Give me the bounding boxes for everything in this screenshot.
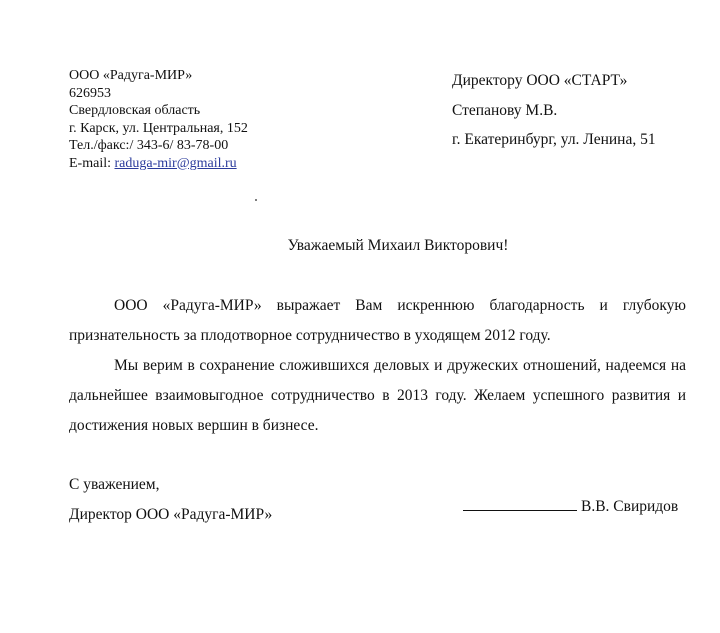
letter-paragraph-2: Мы верим в сохранение сложившихся деловых и дружеских отношений, надеемся на дальнейшее взаимовыгодное сотрудничество в 2013 году. Желаем успешного развития и достижения новых вершин в бизнесе. bbox=[69, 357, 686, 434]
recipient-position: Директору ООО «СТАРТ» bbox=[452, 72, 628, 89]
signature-block bbox=[463, 497, 678, 517]
sender-email-link[interactable]: raduga-mir@gmail.ru bbox=[114, 155, 237, 171]
sender-phone: Тел./факс:/ 343-6/ 83-78-00 bbox=[69, 138, 229, 153]
sender-email-row bbox=[69, 155, 248, 173]
signature-line bbox=[463, 498, 577, 511]
sender-address: г. Карск, ул. Центральная, 152 bbox=[69, 120, 248, 136]
sender-block bbox=[69, 67, 248, 172]
signer-position: Директор ООО «Радуга-МИР» bbox=[69, 506, 273, 523]
closing-block bbox=[69, 470, 272, 530]
sender-company: ООО «Радуга-МИР» bbox=[69, 68, 193, 83]
recipient-name: Степанову М.В. bbox=[452, 101, 558, 119]
sender-region: Свердловская область bbox=[69, 103, 201, 118]
sender-email-label: E-mail: bbox=[69, 155, 115, 171]
letter-greeting: Уважаемый Михаил Викторович! bbox=[287, 237, 509, 254]
letter-paragraph-1: ООО «Радуга-МИР» выражает Вам искреннюю благодарность и глубокую признательность за плодотворное сотрудничество в уходящем 2012 году. bbox=[69, 297, 686, 344]
closing-phrase: С уважением, bbox=[69, 476, 160, 493]
letter-body bbox=[69, 291, 686, 441]
recipient-block bbox=[452, 66, 656, 155]
recipient-address: г. Екатеринбург, ул. Ленина, 51 bbox=[452, 131, 656, 148]
stray-dot bbox=[255, 199, 257, 201]
signer-name: В.В. Свиридов bbox=[581, 498, 679, 515]
sender-postal-code: 626953 bbox=[69, 85, 111, 101]
